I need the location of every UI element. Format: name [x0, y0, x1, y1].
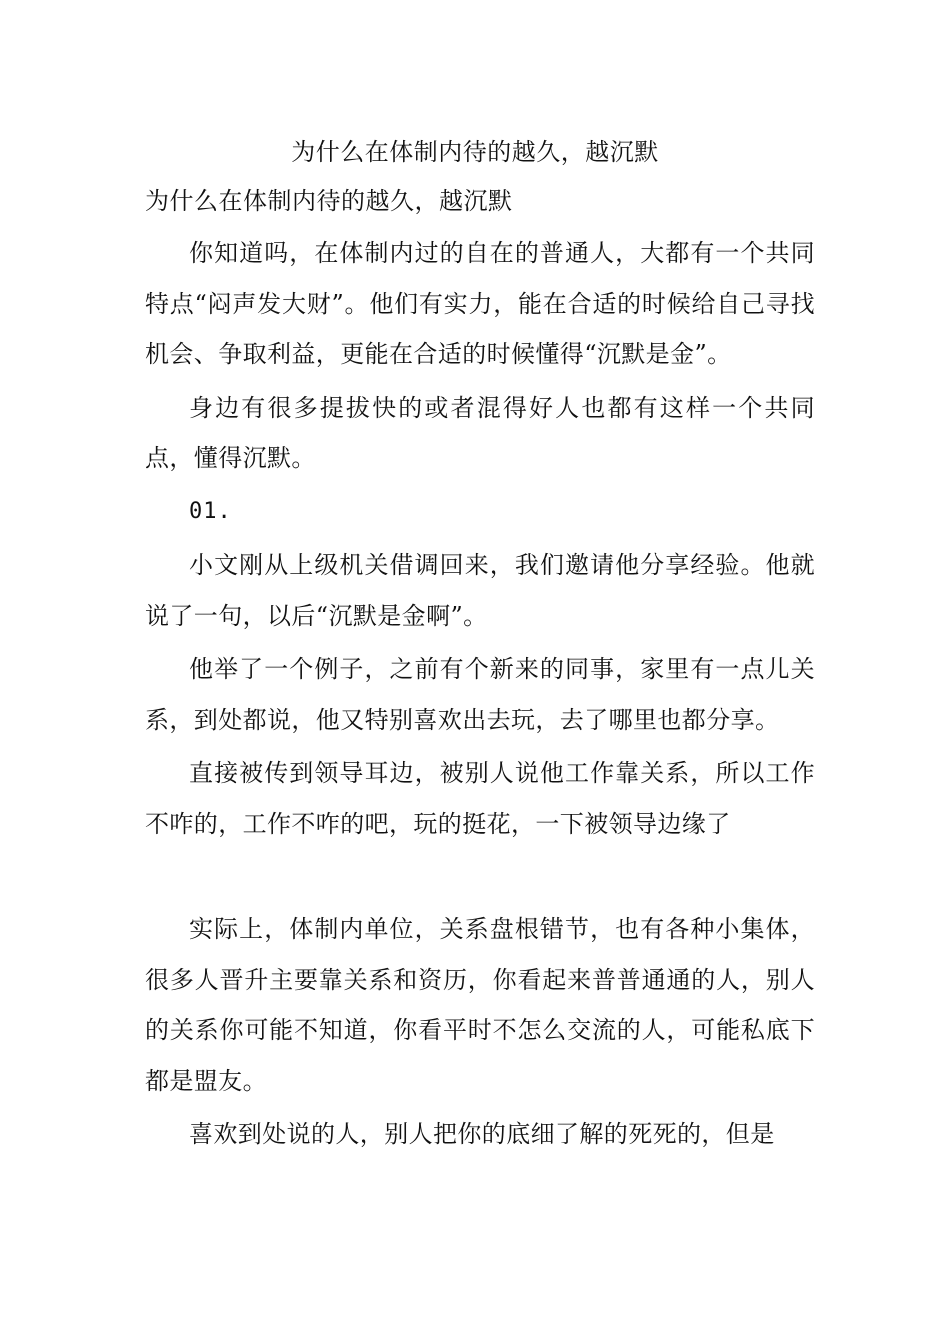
paragraph: 你知道吗，在体制内过的自在的普通人，大都有一个共同特点“闷声发大财”。他们有实力，能在合适的时候给自己寻找机会、争取利益，更能在合适的时候懂得“沉默是金”。 — [145, 239, 815, 368]
paragraph: 身边有很多提拔快的或者混得好人也都有这样一个共同点，懂得沉默。 — [145, 393, 815, 472]
document-body — [145, 228, 815, 1163]
document-subtitle: 为什么在体制内待的越久，越沉默 — [145, 187, 513, 215]
paragraph: 小文刚从上级机关借调回来，我们邀请他分享经验。他就说了一句，以后“沉默是金啊”。 — [145, 551, 815, 630]
paragraph: 实际上，体制内单位，关系盘根错节，也有各种小集体，很多人晋升主要靠关系和资历，你看起来普普通通的人，别人的关系你可能不知道，你看平时不怎么交流的人，可能私底下都是盟友。 — [145, 915, 815, 1095]
document-title: 为什么在体制内待的越久，越沉默 — [291, 138, 659, 166]
paragraph: 他举了一个例子，之前有个新来的同事，家里有一点儿关系，到处都说，他又特别喜欢出去玩，去了哪里也都分享。 — [145, 655, 815, 734]
section-heading: 01. — [189, 498, 232, 524]
paragraph: 喜欢到处说的人，别人把你的底细了解的死死的，但是 — [189, 1120, 775, 1148]
blank-line — [145, 852, 815, 904]
paragraph: 直接被传到领导耳边，被别人说他工作靠关系，所以工作不咋的，工作不咋的吧，玩的挺花，一下被领导边缘了 — [145, 759, 815, 838]
